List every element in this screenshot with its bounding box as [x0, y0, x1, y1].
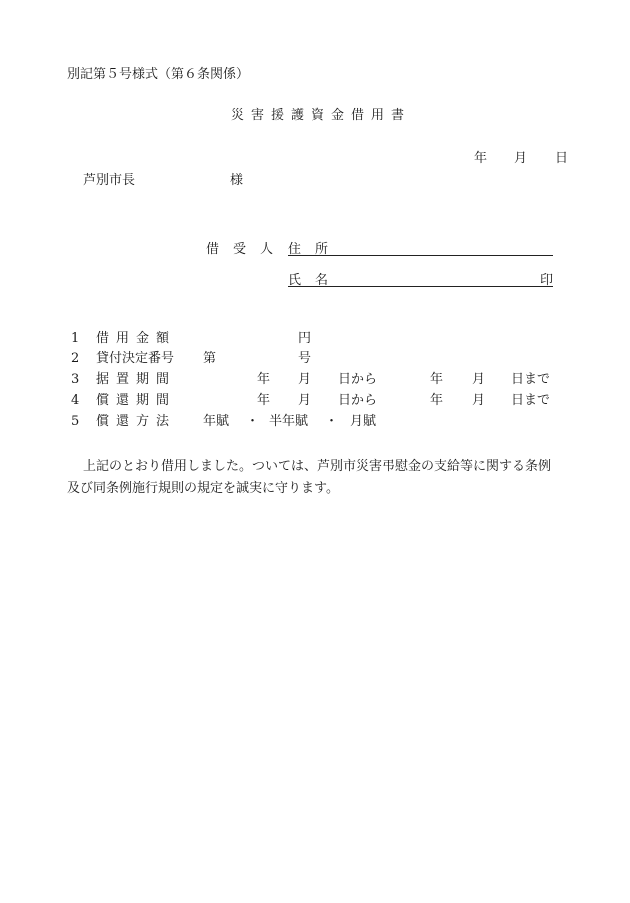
item-text: 半年賦 — [269, 414, 309, 429]
item-number: 4 — [71, 393, 80, 408]
item-text: 年 — [430, 393, 444, 408]
item-text: 第 — [203, 351, 217, 366]
item-number: 1 — [71, 331, 80, 346]
item-text: 年 — [257, 372, 271, 387]
item-text: ・ — [325, 414, 339, 429]
date-year: 年 — [474, 151, 488, 166]
item-text: 日まで — [511, 393, 551, 408]
item-text: 円 — [298, 331, 312, 346]
name-underline — [288, 286, 553, 287]
item-text: 月 — [298, 393, 312, 408]
item-text: 日から — [338, 372, 378, 387]
item-text: 年 — [430, 372, 444, 387]
name-label: 氏名 — [288, 273, 343, 288]
item-text: 月 — [472, 393, 486, 408]
document-title: 災害援護資金借用書 — [231, 108, 412, 123]
item-text: 日から — [338, 393, 378, 408]
item-number: 2 — [71, 351, 80, 366]
address-label: 住所 — [288, 242, 343, 257]
seal-mark: 印 — [540, 273, 554, 288]
item-label: 据置期間 — [96, 372, 177, 387]
item-label: 貸付決定番号 — [96, 351, 175, 366]
body-line: 及び同条例施行規則の規定を誠実に守ります。 — [67, 481, 339, 496]
item-text: 月 — [472, 372, 486, 387]
item-text: ・ — [246, 414, 260, 429]
item-text: 年 — [257, 393, 271, 408]
item-label: 償還方法 — [96, 414, 177, 429]
item-text: 年賦 — [203, 414, 230, 429]
body-line: 上記のとおり借用しました。ついては、芦別市災害弔慰金の支給等に関する条例 — [83, 459, 552, 474]
item-text: 号 — [298, 351, 312, 366]
date-day: 日 — [555, 151, 569, 166]
item-text: 月賦 — [350, 414, 377, 429]
date-month: 月 — [514, 151, 528, 166]
borrower-label: 借受人 — [206, 242, 288, 257]
form-label: 別記第５号様式（第６条関係） — [67, 67, 250, 82]
addressee-honorific: 様 — [230, 173, 244, 188]
item-text: 日まで — [511, 372, 551, 387]
item-label: 償還期間 — [96, 393, 177, 408]
item-text: 月 — [298, 372, 312, 387]
addressee-name: 芦別市長 — [83, 173, 136, 188]
item-number: 5 — [71, 414, 80, 429]
item-number: 3 — [71, 372, 80, 387]
address-underline — [288, 255, 553, 256]
item-label: 借用金額 — [96, 331, 177, 346]
